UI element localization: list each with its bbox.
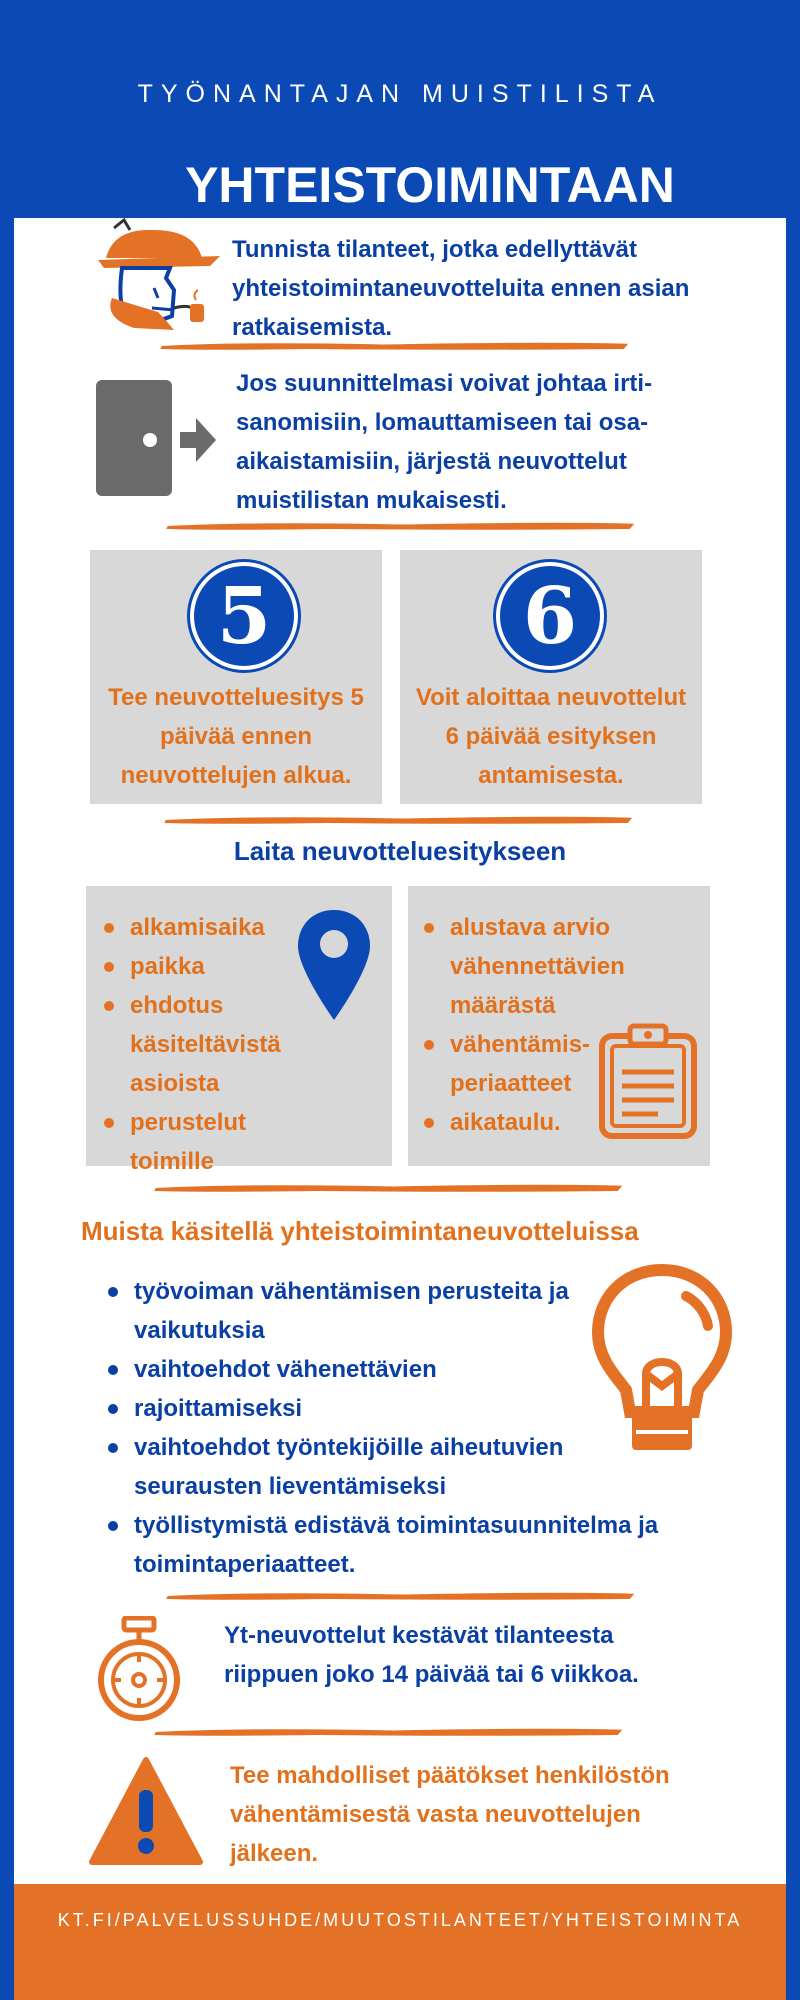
list-item: työvoiman vähentämisen perusteita ja vaikutuksia (102, 1272, 624, 1350)
divider-stroke (74, 1182, 704, 1194)
number-5-badge: 5 (190, 562, 298, 670)
location-pin-icon (296, 908, 372, 1022)
divider-stroke (86, 1590, 716, 1602)
list-item: vähentämis-periaatteet (418, 1025, 628, 1103)
list-item: vaihtoehdot vähenettävien (102, 1350, 712, 1389)
exit-door-icon (96, 378, 216, 498)
list-item: vaihtoehdot työntekijöille aiheutuvien seurausten lieventämiseksi (102, 1428, 624, 1506)
box-5-text: Tee neuvotteluesitys 5 päivää ennen neuvottelujen alkua. (108, 684, 364, 789)
divider-stroke (84, 814, 714, 826)
divider-stroke (86, 520, 716, 532)
divider-stroke (80, 340, 710, 352)
number-6-badge: 6 (496, 562, 604, 670)
warning-text: Tee mahdolliset päätökset henkilöstön vähentämisestä vasta neuvottelujen jälkeen. (230, 1762, 670, 1867)
proposal-left-list (98, 908, 298, 1181)
list-item: työllistymistä edistävä toimintasuunnitelma ja toimintaperiaatteet. (102, 1506, 712, 1584)
footer-url-link[interactable]: KT.FI/PALVELUSSUHDE/MUUTOSTILANTEET/YHTEISTOIMINTA (57, 1910, 743, 1930)
proposal-heading: Laita neuvotteluesitykseen (233, 836, 567, 866)
proposal-right-list (418, 908, 628, 1142)
list-item: ehdotus käsiteltävistä asioista (98, 986, 298, 1103)
footer (14, 1884, 786, 2000)
clipboard-icon (598, 1022, 698, 1140)
warning-icon (88, 1756, 204, 1868)
identify-situations-text: Tunnista tilanteet, jotka edellyttävät yhteistoimintaneuvotteluita ennen asian ratkaisemista. (232, 236, 690, 341)
header-subtitle: TYÖNANTAJAN MUISTILISTA (137, 80, 663, 108)
list-item: alkamisaika (98, 908, 298, 947)
detective-icon (94, 218, 224, 336)
list-item: paikka (98, 947, 298, 986)
duration-text: Yt-neuvottelut kestävät tilanteesta riippuen joko 14 päivää tai 6 viikkoa. (224, 1622, 639, 1688)
box-6-text: Voit aloittaa neuvottelut 6 päivää esityksen antamisesta. (415, 684, 687, 789)
divider-stroke (74, 1726, 704, 1738)
plans-text: Jos suunnittelmasi voivat johtaa irti-sanomisiin, lomauttamiseen tai osa-aikaistamisiin, järjestä neuvottelut muistilistan mukaisesti. (236, 370, 653, 514)
header-title: YHTEISTOIMINTAAN (185, 157, 675, 213)
list-item: rajoittamiseksi (102, 1389, 712, 1428)
list-item: aikataulu. (418, 1103, 628, 1142)
list-item: perustelut toimille (98, 1103, 298, 1181)
lightbulb-icon (590, 1262, 734, 1462)
remember-heading: Muista käsitellä yhteistoimintaneuvotteluissa (81, 1216, 639, 1246)
list-item: alustava arvio vähennettävien määrästä (418, 908, 628, 1025)
stopwatch-icon (94, 1616, 184, 1726)
